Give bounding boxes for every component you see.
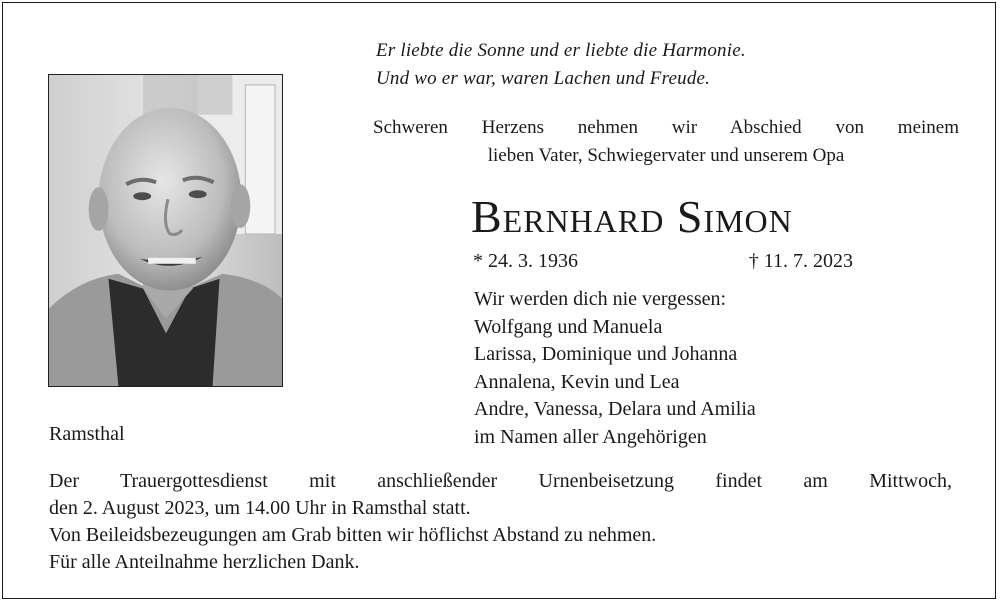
service-line: den 2. August 2023, um 14.00 Uhr in Ramsthal statt. <box>49 497 471 519</box>
death-date: † 11. 7. 2023 <box>748 250 853 272</box>
survivors-line: Wir werden dich nie vergessen: <box>474 288 727 310</box>
survivors-list <box>474 286 756 451</box>
quote-line: Und wo er war, waren Lachen und Freude. <box>376 68 711 89</box>
quote-line: Er liebte die Sonne und er liebte die Harmonie. <box>376 40 746 61</box>
survivors-line: Wolfgang und Manuela <box>474 315 663 338</box>
survivors-line: Andre, Vanessa, Delara und Amilia <box>474 398 756 420</box>
memorial-quote <box>376 37 746 93</box>
survivors-line: im Namen aller Angehörigen <box>474 425 707 448</box>
portrait-photo-image <box>49 75 282 386</box>
deceased-name: Bernhard Simon <box>471 191 793 242</box>
farewell-intro <box>373 114 959 170</box>
service-line: Der Trauergottesdienst mit anschließender Urnenbeisetzung findet am Mittwoch, <box>49 470 952 492</box>
survivors-line: Annalena, Kevin und Lea <box>474 370 680 393</box>
service-line: Für alle Anteilnahme herzlichen Dank. <box>49 551 360 573</box>
service-line: Von Beileidsbezeugungen am Grab bitten wir höflichst Abstand zu nehmen. <box>49 524 657 546</box>
portrait-photo <box>48 74 283 387</box>
place-name: Ramsthal <box>49 423 125 445</box>
survivors-line: Larissa, Dominique und Johanna <box>474 343 738 365</box>
birth-date: * 24. 3. 1936 <box>473 250 578 272</box>
obituary-notice <box>2 2 996 599</box>
intro-line: Schweren Herzens nehmen wir Abschied von meinem <box>373 117 959 138</box>
service-info <box>49 468 952 576</box>
intro-line: lieben Vater, Schwiegervater und unserem Opa <box>487 145 845 166</box>
